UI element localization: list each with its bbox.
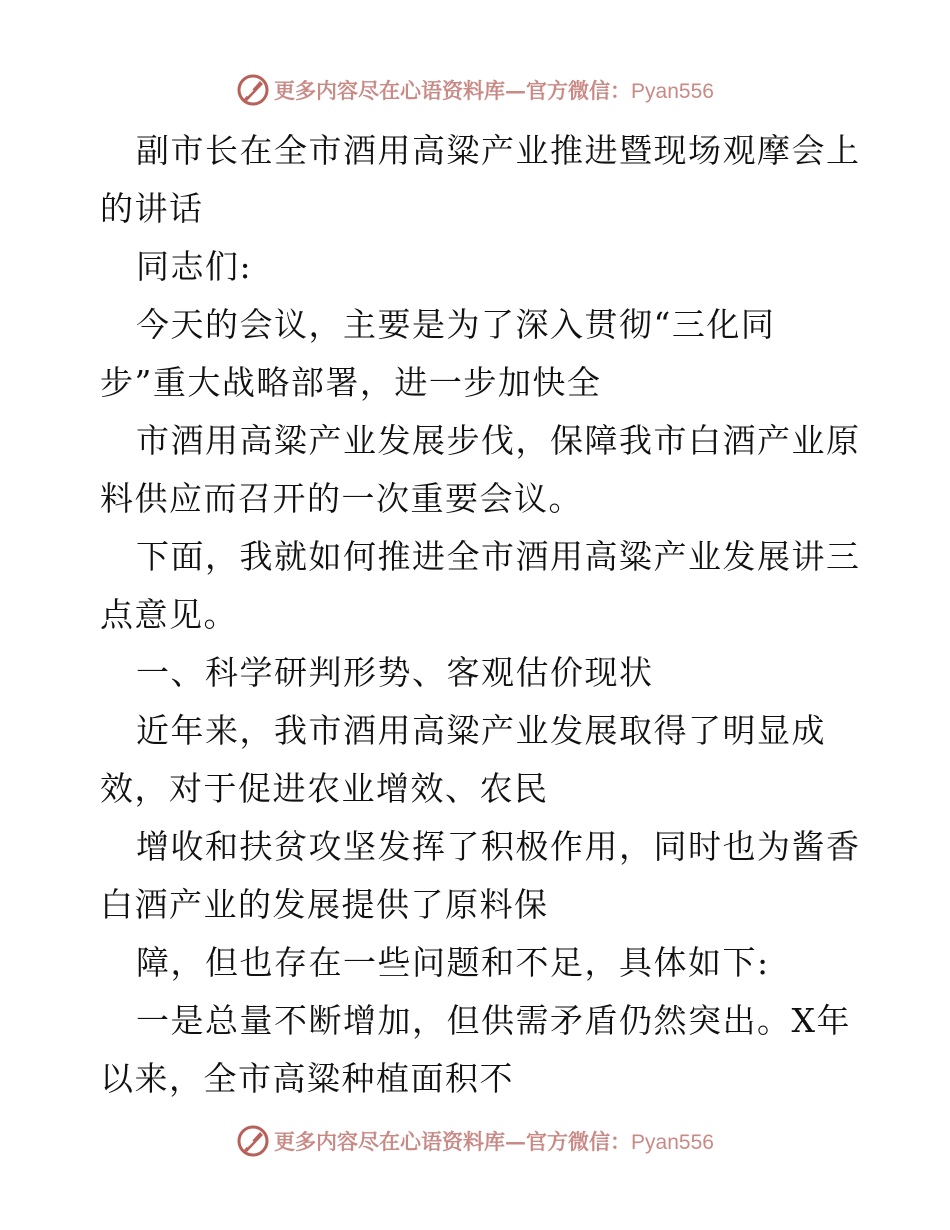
- text-line: 增收和扶贫攻坚发挥了积极作用，同时也为酱香: [136, 827, 861, 866]
- quill-logo-icon: [236, 1124, 270, 1158]
- watermark-text: 更多内容尽在心语资料库—官方微信：Pyan556: [274, 78, 714, 103]
- text-line: 同志们:: [136, 247, 253, 286]
- text-line: 副市长在全市酒用高粱产业推进暨现场观摩会上: [136, 131, 861, 170]
- text-line: 以来，全市高粱种植面积不: [100, 1059, 514, 1098]
- text-line: 的讲话: [100, 189, 204, 228]
- text-line: 料供应而召开的一次重要会议。: [100, 479, 583, 518]
- watermark-text: 更多内容尽在心语资料库—官方微信：Pyan556: [274, 1129, 714, 1154]
- text-line: 一、科学研判形势、客观估价现状: [136, 653, 654, 692]
- text-line: 步”重大战略部署，进一步加快全: [100, 363, 602, 402]
- text-line: 下面，我就如何推进全市酒用高粱产业发展讲三: [136, 537, 861, 576]
- text-line: 障，但也存在一些问题和不足，具体如下:: [136, 943, 770, 982]
- text-line: 点意见。: [100, 595, 238, 634]
- text-line: 市酒用高粱产业发展步伐，保障我市白酒产业原: [136, 421, 861, 460]
- text-line: 近年来，我市酒用高粱产业发展取得了明显成: [136, 711, 826, 750]
- watermark-header: [0, 70, 950, 110]
- document-body: [100, 122, 860, 1108]
- watermark-footer: [0, 1121, 950, 1161]
- text-line: 今天的会议，主要是为了深入贯彻“三化同: [136, 305, 776, 344]
- quill-logo-icon: [236, 73, 270, 107]
- text-line: 效，对于促进农业增效、农民: [100, 769, 549, 808]
- text-line: 一是总量不断增加，但供需矛盾仍然突出。X年: [136, 1001, 851, 1040]
- text-line: 白酒产业的发展提供了原料保: [100, 885, 549, 924]
